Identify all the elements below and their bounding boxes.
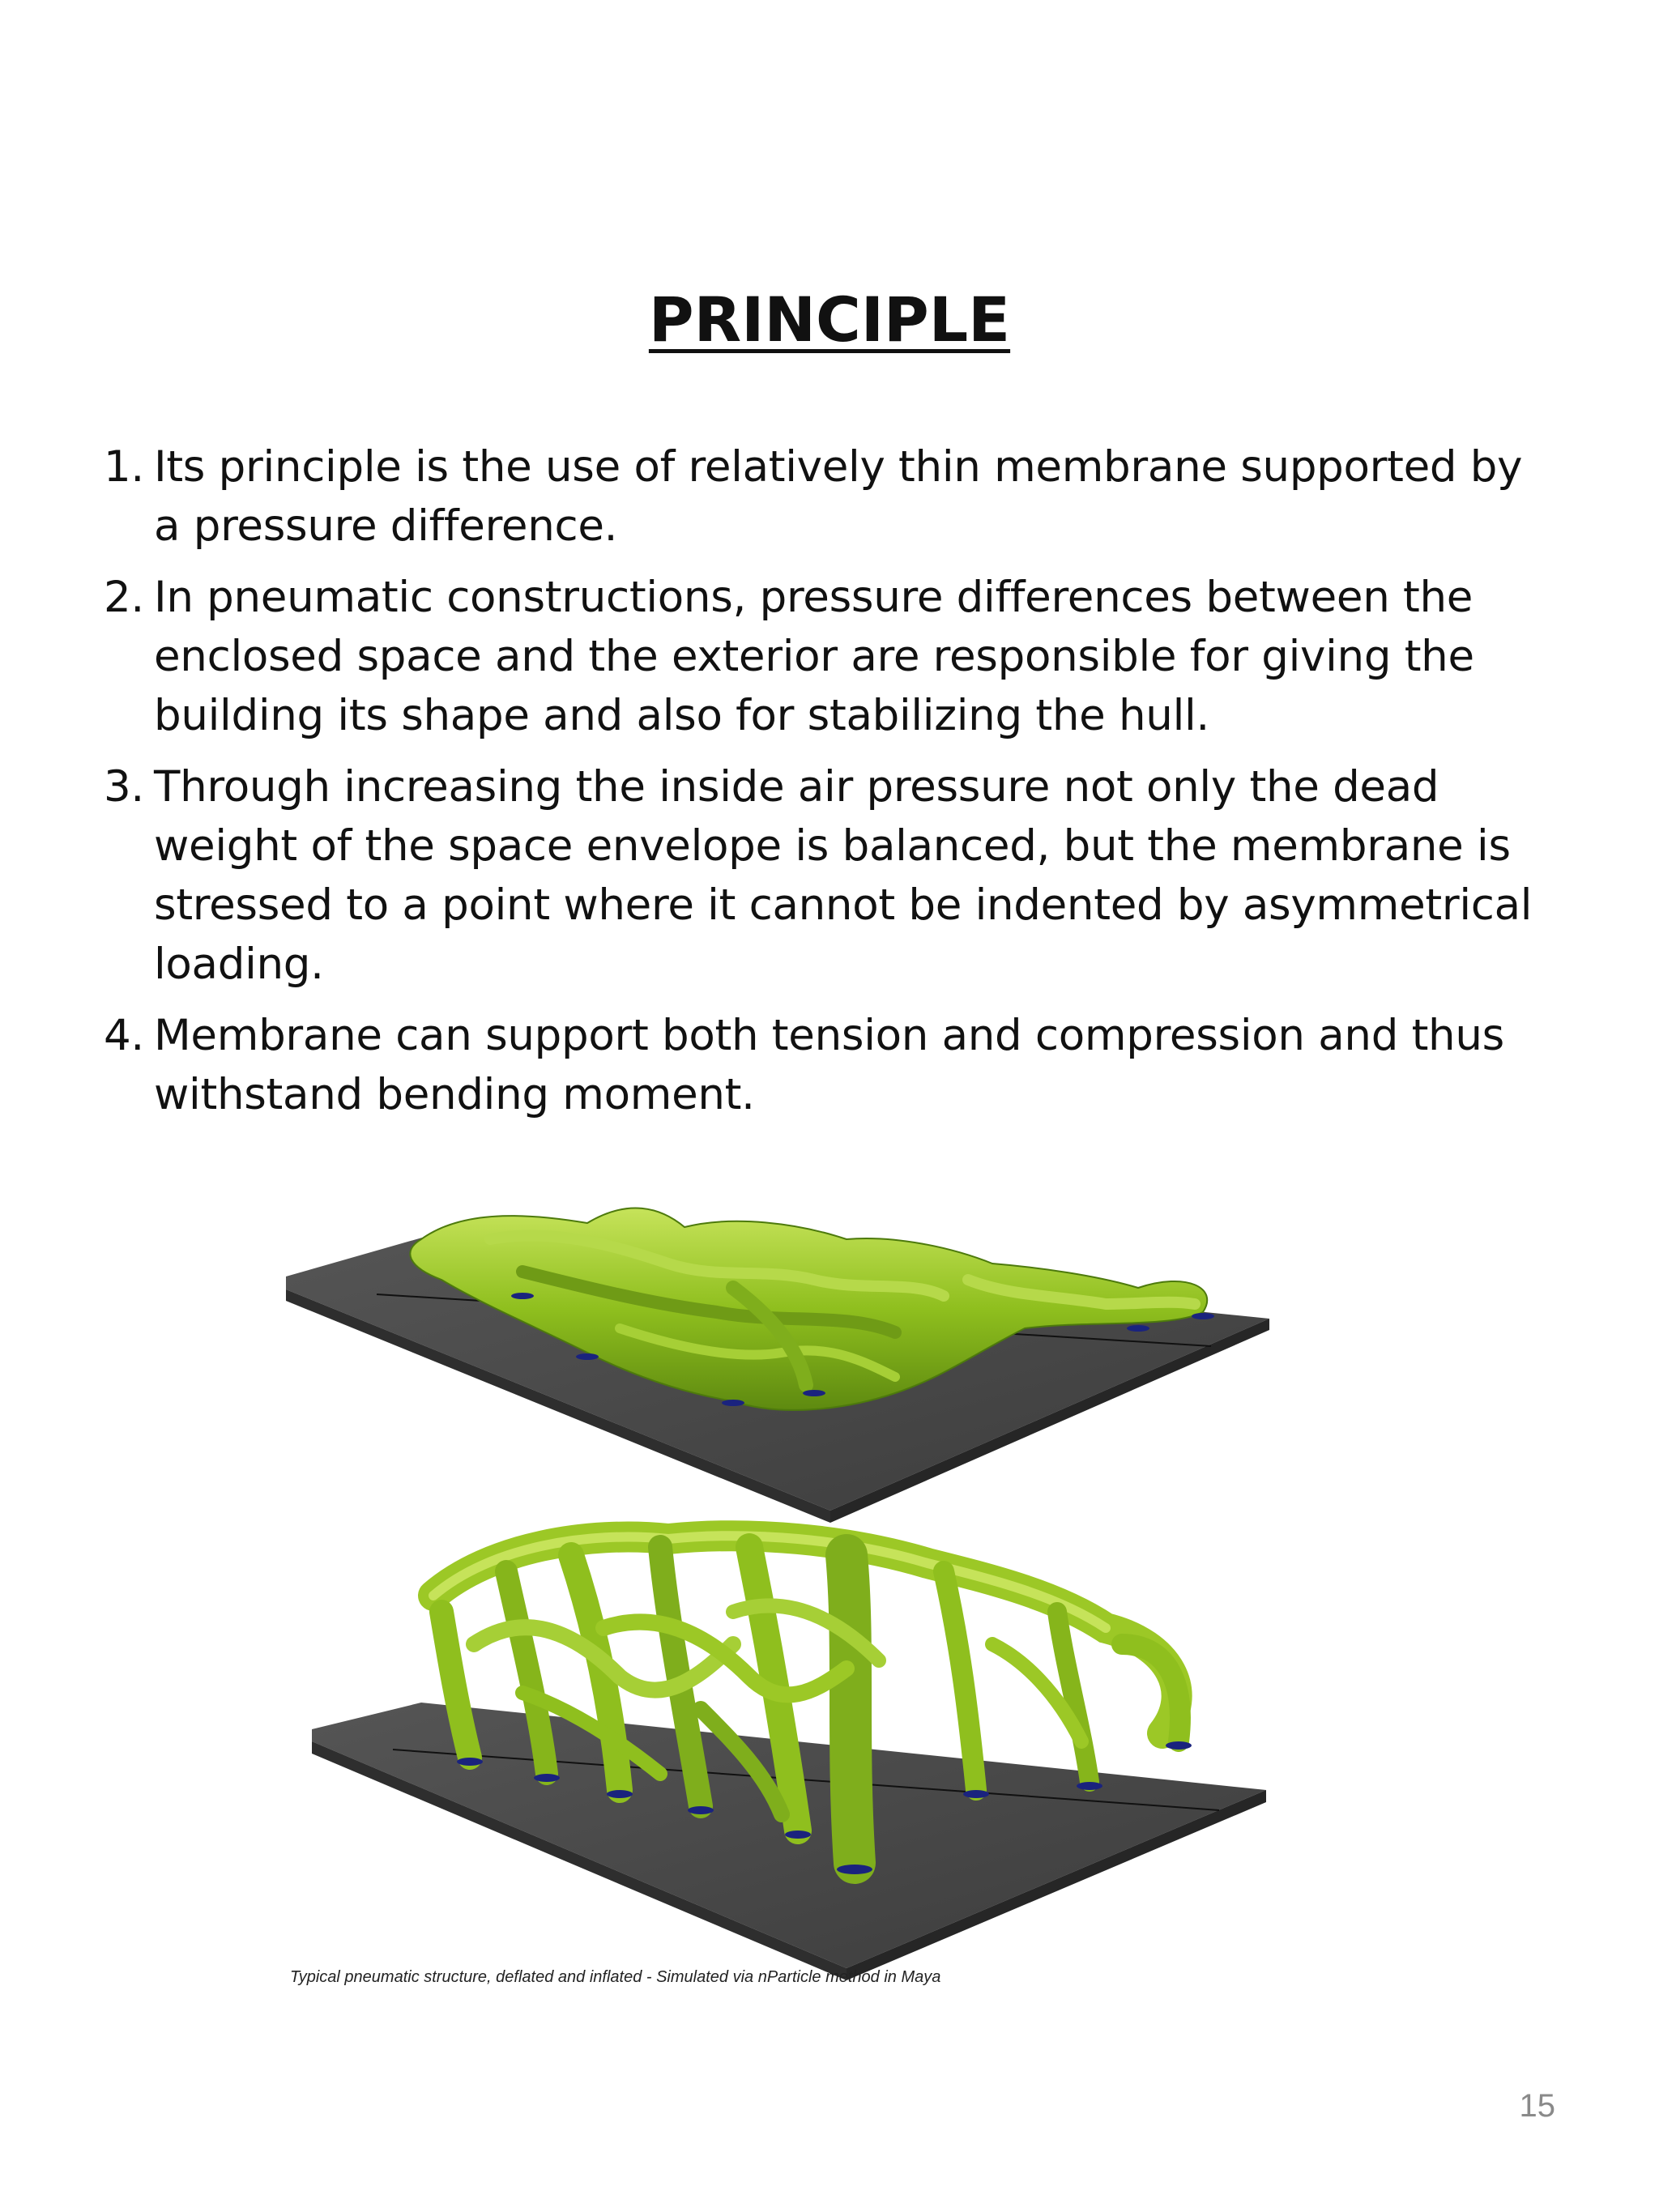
pneumatic-structure-illustration [279, 1191, 1284, 1984]
pneumatic-structure-figure [279, 1191, 1284, 1984]
inflated-structure [312, 1536, 1266, 1980]
page-title [0, 279, 1659, 360]
list-item [104, 1006, 1554, 1124]
list-item [104, 437, 1554, 556]
figure-caption: Typical pneumatic structure, deflated and inflated - Simulated via nParticle method in Maya [290, 1968, 941, 1986]
list-item-text: In pneumatic constructions, pressure differences between the enclosed space and the exterior are responsible for giving the building its shape and also for stabilizing the hull. [154, 573, 1474, 740]
list-item-number: 2. [104, 573, 144, 622]
list-item-text: Through increasing the inside air pressure not only the dead weight of the space envelope is balanced, but the membrane is stressed to a point where it cannot be indented by asymmetrical loading. [154, 762, 1533, 989]
list-item [104, 757, 1554, 994]
list-item-text: Its principle is the use of relatively thin membrane supported by a pressure difference. [154, 442, 1523, 551]
list-item [104, 568, 1554, 745]
page-title-text: PRINCIPLE [648, 283, 1011, 356]
list-item-text: Membrane can support both tension and compression and thus withstand bending moment. [154, 1011, 1504, 1119]
list-item-number: 3. [104, 762, 144, 812]
list-item-number: 1. [104, 442, 144, 492]
list-item-number: 4. [104, 1011, 144, 1060]
deflated-structure [286, 1208, 1269, 1523]
page-number: 15 [1519, 2088, 1555, 2124]
principle-list [104, 437, 1554, 1136]
